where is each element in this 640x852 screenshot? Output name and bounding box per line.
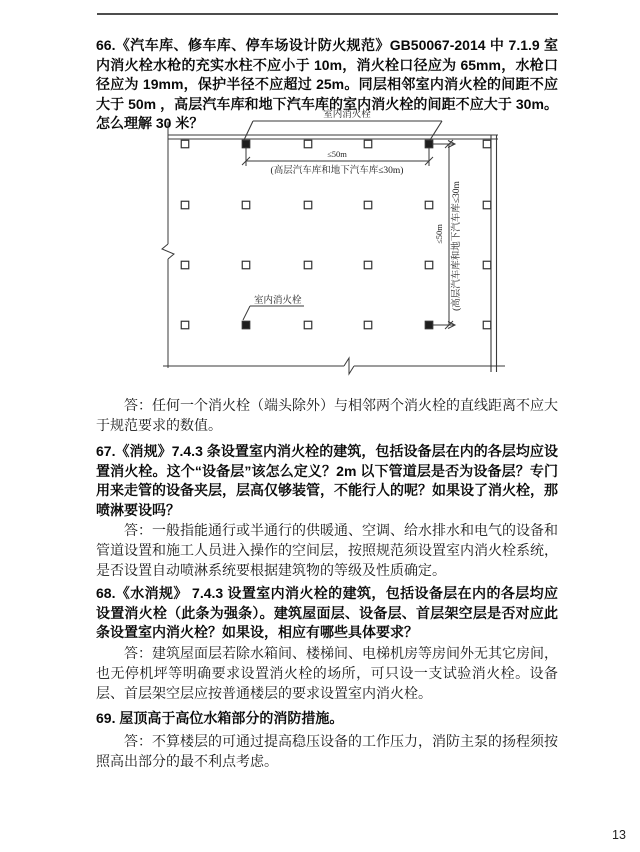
- hydrant-marker: [425, 201, 433, 209]
- answer-66: 答：任何一个消火栓（端头除外）与相邻两个消火栓的直线距离不应大于规范要求的数值。: [96, 399, 558, 434]
- hydrant-marker: [304, 321, 312, 329]
- hydrant-marker: [181, 261, 189, 269]
- dim-v-secondary-text: (高层汽车库和地下汽车库≤30m: [452, 181, 462, 311]
- hydrant-marker: [364, 140, 372, 148]
- hydrant-marker: [425, 261, 433, 269]
- dim-h-secondary-text: (高层汽车库和地下汽车库≤30m): [270, 166, 404, 176]
- hydrant-marker-filled: [425, 140, 433, 148]
- hydrant-marker: [483, 201, 491, 209]
- hydrant-marker: [483, 261, 491, 269]
- hydrant-marker: [181, 140, 189, 148]
- hydrant-layout-diagram: [148, 106, 526, 393]
- hydrant-marker-filled: [242, 321, 250, 329]
- hydrant-marker: [364, 261, 372, 269]
- hydrant-marker: [181, 201, 189, 209]
- hydrant-marker: [304, 201, 312, 209]
- hydrant-marker: [304, 140, 312, 148]
- answer-67: 答：一般指能通行或半通行的供暖通、空调、给水排水和电气的设备和管道设置和施工人员进入操作的空间层，按照规范须设置室内消火栓系统，是否设置自动喷淋系统要根据建筑物的等级及性质确定。: [96, 524, 558, 579]
- hydrant-marker: [181, 321, 189, 329]
- dim-h-primary-text: ≤50m: [327, 149, 347, 159]
- bottom-break-symbol: [344, 358, 354, 374]
- left-break-symbol: [162, 244, 174, 259]
- hydrant-marker: [483, 140, 491, 148]
- answer-68: 答：建筑屋面层若除水箱间、楼梯间、电梯机房等房间外无其它房间，也无停机坪等明确要求设置消火栓的场所，可只设一支试验消火栓。设备层、首层架空层应按普通楼层的要求设置室内消火栓。: [96, 647, 558, 702]
- top-rule: [97, 13, 558, 15]
- label2-leader-diag: [243, 306, 250, 320]
- diagram-label-bottom: 室内消火栓: [254, 296, 302, 306]
- hydrant-marker: [242, 261, 250, 269]
- hydrant-marker-filled: [425, 321, 433, 329]
- hydrant-marker: [364, 201, 372, 209]
- hydrant-marker: [483, 321, 491, 329]
- hydrant-diagram-svg: [148, 106, 526, 388]
- dim-v-primary-text: ≤50m: [434, 224, 444, 244]
- hydrant-marker: [242, 201, 250, 209]
- label-leader-diag-left: [244, 121, 253, 140]
- hydrant-marker: [364, 321, 372, 329]
- hydrant-marker: [304, 261, 312, 269]
- question-68: 68.《水消规》 7.4.3 设置室内消火栓的建筑，包括设备层在内的各层均应设置消火栓（此条为强条）。建筑屋面层、设备层、首层架空层是否对应此条设置室内消火栓？如果设，相应有哪些具体要求？: [96, 585, 558, 640]
- question-66: 66.《汽车库、修车库、停车场设计防火规范》GB50067-2014 中 7.1.9 室内消火栓水枪的充实水柱不应小于 10m，消火栓口径应为 65mm，水枪口径应为 19mm，保护半径不应超过 25m。同层相邻室内消火栓的间距不应大于 50m ，高层汽车库和地下汽车库的室内消火栓的间距不应大于 30m。怎么理解 30 米？: [96, 37, 558, 131]
- question-69: 69. 屋顶高于高位水箱部分的消防措施。: [96, 710, 344, 726]
- label-leader-diag-right: [430, 121, 442, 140]
- hydrant-marker-filled: [242, 140, 250, 148]
- page-number: 13: [612, 828, 626, 842]
- diagram-label-top: 室内消火栓: [323, 110, 371, 120]
- question-67: 67.《消规》7.4.3 条设置室内消火栓的建筑，包括设备层在内的各层均应设置消火栓。这个“设备层”该怎么定义？2m 以下管道层是否为设备层？专门用来走管的设备夹层，层高仅够装管，不能行人的呢？如果设了消火栓，那喷淋要设吗？: [96, 443, 558, 518]
- answer-69: 答：不算楼层的可通过提高稳压设备的工作压力，消防主泵的扬程须按照高出部分的最不利点考虑。: [96, 735, 558, 770]
